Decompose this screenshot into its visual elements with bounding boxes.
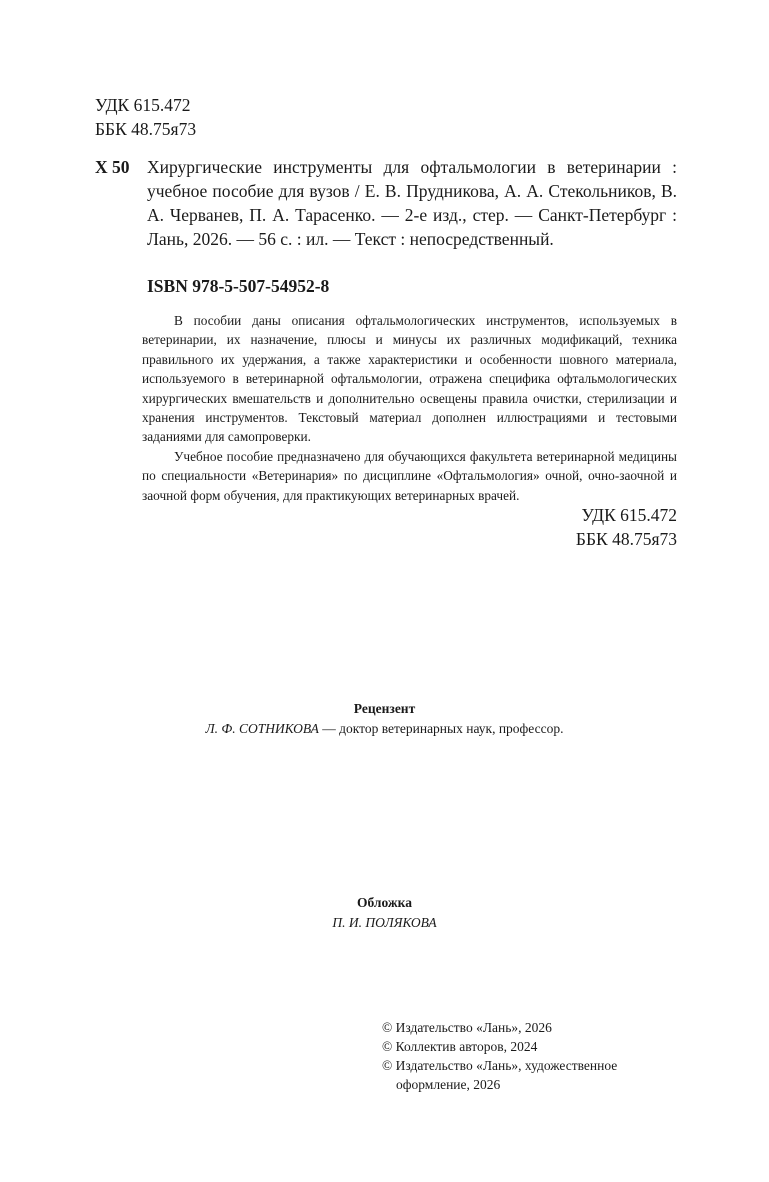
classification-block-bottom bbox=[576, 503, 677, 551]
cover-artist-name: П. И. ПОЛЯКОВА bbox=[332, 915, 437, 930]
reviewer-heading: Рецензент bbox=[353, 701, 416, 716]
bibliographic-entry bbox=[95, 155, 677, 251]
author-mark: Х 50 bbox=[95, 157, 130, 177]
isbn: ISBN 978-5-507-54952-8 bbox=[147, 276, 330, 296]
copyright-block bbox=[382, 1018, 617, 1094]
copyright-line: © Издательство «Лань», художественное bbox=[382, 1058, 618, 1073]
classification-block-top bbox=[95, 93, 196, 141]
cover-heading: Обложка bbox=[356, 895, 412, 910]
copyright-line: © Коллектив авторов, 2024 bbox=[382, 1039, 538, 1054]
reviewer-credentials: — доктор ветеринарных наук, профессор. bbox=[318, 721, 564, 736]
copyright-line-continued: оформление, 2026 bbox=[396, 1077, 501, 1092]
reviewer-name: Л. Ф. СОТНИКОВА bbox=[205, 721, 319, 736]
reviewer-line bbox=[0, 719, 769, 739]
bibliographic-description: Хирургические инструменты для офтальмологии в ветеринарии : учебное пособие для вузов / Е. В. Прудникова, А. А. Стекольников, В. А. Черванев, П. А. Тарасенко. — 2-е изд., стер. — Санкт-Петербург : Лань, 2026. — 56 с. : ил. — Текст : непосредственный. bbox=[147, 157, 677, 249]
annotation-paragraph-1: В пособии даны описания офтальмологических инструментов, используемых в ветеринарии, их назначение, плюсы и минусы их различных модификаций, техника правильного их удержания, а также характеристики и особенности шовного материала, используемого в ветеринарной офтальмологии, отражена специфика офтальмологических хирургических вмешательств и дополнительно освещены правила очистки, стерилизации и хранения инструментов. Текстовый материал дополнен иллюстрациями и тестовыми заданиями для самопроверки. bbox=[142, 313, 677, 445]
annotation bbox=[142, 311, 677, 505]
bbk-code: ББК 48.75я73 bbox=[95, 119, 197, 139]
copyright-line: © Издательство «Лань», 2026 bbox=[382, 1020, 552, 1035]
reviewer-block bbox=[0, 699, 769, 739]
udk-code: УДК 615.472 bbox=[581, 505, 677, 525]
annotation-paragraph-2: Учебное пособие предназначено для обучающихся факультета ветеринарной медицины по специальности «Ветеринария» по дисциплине «Офтальмология» очной, очно-заочной и заочной форм обучения, для практикующих ветеринарных врачей. bbox=[142, 448, 677, 503]
bbk-code: ББК 48.75я73 bbox=[575, 529, 677, 549]
cover-credit-block bbox=[0, 893, 769, 933]
udk-code: УДК 615.472 bbox=[95, 95, 191, 115]
